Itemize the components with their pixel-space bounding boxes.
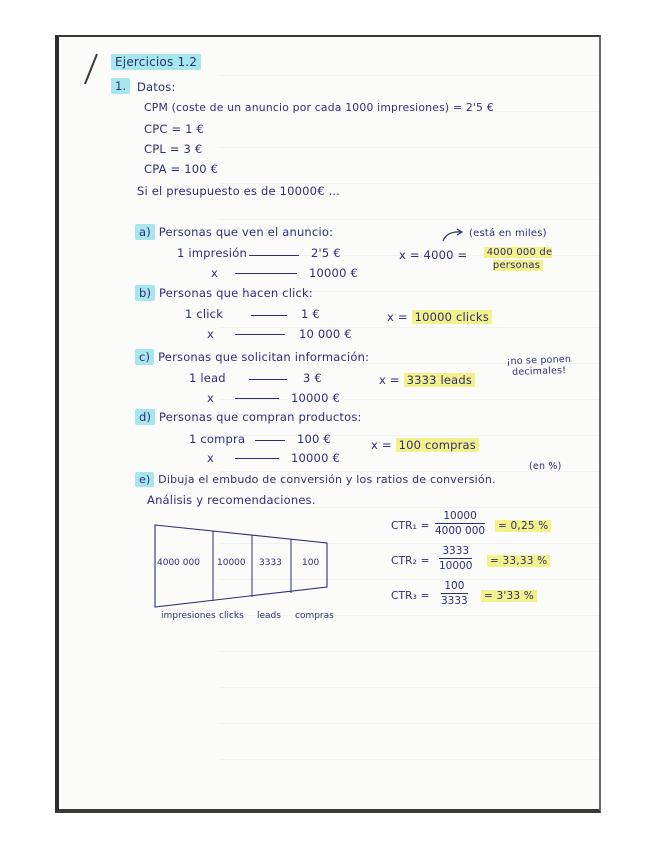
datos-cpa: CPA = 100 € [144, 162, 219, 176]
funnel-label-purchases: compras [295, 611, 334, 621]
section-a-row2-right: 10000 € [309, 266, 358, 280]
funnel-label-leads: leads [257, 611, 281, 621]
curved-arrow-icon [441, 227, 467, 243]
ratio-3-fraction: $\frac{100}{3333}$ [441, 580, 468, 607]
section-a-row1-right: 2'5 € [311, 246, 341, 260]
section-c-row2-right: 10000 € [291, 391, 340, 405]
section-e-subtitle: Análisis y recomendaciones. [147, 493, 316, 507]
section-e-title: e) Dibuja el embudo de conversión y los ratios de conversión. [135, 473, 496, 486]
datos-cpc: CPC = 1 € [144, 122, 205, 136]
section-a-result: 4000 000 de personas [477, 246, 559, 272]
funnel-value-leads: 3333 [259, 558, 282, 568]
section-c-row1-dash [249, 379, 287, 380]
section-e-title-suffix: (en %) [529, 461, 562, 472]
ratio-2-name: CTR₂ = [391, 555, 430, 567]
exercise-title: Ejercicios 1.2 [111, 55, 201, 69]
section-b-result-line: x = 10000 clicks [387, 310, 492, 324]
ratio-1-fraction: $\frac{10000}{4000 000}$ [435, 510, 486, 537]
section-a-row2-dash [235, 273, 297, 274]
section-b-row2-left: x [207, 327, 215, 341]
section-b-row2-dash [235, 334, 285, 335]
datos-cpl: CPL = 3 € [144, 142, 203, 156]
section-c-row1-left: 1 lead [189, 371, 226, 385]
funnel-value-purchases: 100 [302, 558, 320, 568]
section-c-row2-left: x [207, 391, 215, 405]
budget-line: Si el presupuesto es de 10000€ ... [137, 184, 341, 198]
ratio-3-name: CTR₃ = [391, 590, 430, 602]
section-d-result-line: x = 100 compras [371, 438, 479, 452]
ratio-2-fraction: $\frac{3333}{10000}$ [439, 545, 473, 572]
section-c-row2-dash [235, 398, 279, 399]
section-a-row1-left: 1 impresión [177, 246, 247, 260]
section-c-note: ¡no se ponen decimales! [506, 353, 572, 378]
funnel-label-impressions: impresiones [161, 611, 216, 621]
section-b-row1-left: 1 click [185, 307, 224, 321]
section-c-row1-right: 3 € [303, 371, 322, 385]
section-d-title: d) Personas que compran productos: [135, 410, 362, 424]
section-b-row2-right: 10 000 € [299, 327, 352, 341]
section-b-title: b) Personas que hacen click: [135, 286, 313, 300]
section-a-row1-dash [249, 255, 299, 256]
section-a-row2-left: x [211, 266, 219, 280]
ratio-3-result: = 3'33 % [481, 590, 537, 602]
funnel-value-clicks: 10000 [217, 558, 246, 568]
section-c-title: c) Personas que solicitan información: [135, 350, 369, 364]
exercise-number: 1. [111, 79, 130, 93]
section-d-row2-left: x [207, 451, 215, 465]
section-a-note: (está en miles) [469, 228, 547, 239]
section-d-row1-dash [255, 440, 285, 441]
datos-cpm: CPM (coste de un anuncio por cada 1000 impresiones) = 2'5 € [144, 101, 494, 114]
ratio-1-result: = 0,25 % [495, 520, 551, 532]
section-b-row1-dash [251, 315, 287, 316]
section-d-row1-right: 100 € [297, 432, 331, 446]
section-c-result-line: x = 3333 leads [379, 373, 475, 387]
ratio-1-name: CTR₁ = [391, 520, 430, 532]
section-b-row1-right: 1 € [301, 307, 320, 321]
funnel-value-impressions: 4000 000 [157, 558, 200, 568]
funnel-label-clicks: clicks [219, 611, 244, 621]
section-d-row2-right: 10000 € [291, 451, 340, 465]
margin-slash-mark [81, 51, 101, 87]
datos-label: Datos: [137, 80, 176, 94]
notebook-page [55, 35, 601, 813]
section-d-row1-left: 1 compra [189, 432, 246, 446]
section-d-row2-dash [235, 458, 279, 459]
section-a-title: a) Personas que ven el anuncio: [135, 225, 333, 239]
section-a-result-prefix: x = 4000 = [399, 248, 468, 262]
ratio-2-result: = 33,33 % [487, 555, 550, 567]
